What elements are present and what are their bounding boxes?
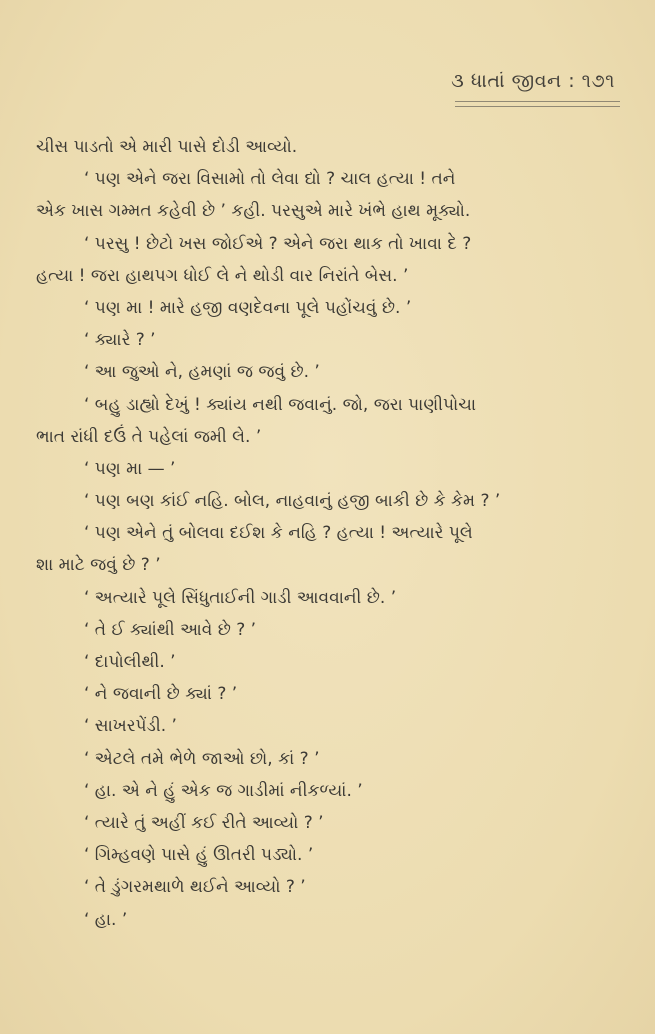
text-line: ‘ પણ મા — ’ [84, 458, 176, 479]
text-line: ‘ પણ એને જરા વિસામો તો લેવા દ્યો ? ચાલ હત્યા ! તને [84, 169, 456, 190]
text-line: ‘ બહુ ડાહ્યો દેખું ! ક્યાંય નથી જવાનું. જો, જરા પાણીપોચા [84, 394, 477, 415]
text-line: ‘ ક્યારે ? ’ [84, 330, 156, 351]
text-line: ‘ પણ એને તું બોલવા દઈશ કે નહિ ? હત્યા ! અત્યારે પૂલે [84, 523, 473, 544]
header-underline [455, 101, 620, 107]
text-line: ચીસ પાડતો એ મારી પાસે દોડી આવ્યો. [36, 137, 298, 157]
text-line: ‘ તે ડુંગરમથાળે થઈને આવ્યો ? ’ [84, 877, 306, 898]
text-line: ‘ દાપોલીથી. ’ [84, 652, 176, 672]
text-line: શા માટે જવું છે ? ’ [36, 555, 161, 576]
text-line: એક ખાસ ગમ્મત કહેવી છે ’ કહી. પરસુએ મારે ખંભે હાથ મૂક્યો. [36, 201, 471, 222]
text-line: ‘ ને જવાની છે ક્યાં ? ’ [84, 684, 238, 705]
text-line: ‘ આ જુઓ ને, હમણાં જ જવું છે. ’ [84, 362, 320, 383]
text-line: ‘ પરસુ ! છેટો ખસ જોઈએ ? એને જરા થાક તો ખાવા દે ? [84, 233, 472, 254]
text-line: ‘ એટલે તમે ભેળે જાઓ છો, કાં ? ’ [84, 748, 320, 769]
text-line: ભાત રાંધી દઉં તે પહેલાં જમી લે. ’ [36, 426, 262, 447]
text-line: ‘ ગિમ્હવણે પાસે હું ઊતરી પડ્યો. ’ [84, 845, 314, 866]
text-line: ‘ પણ બણ કાંઈ નહિ. બોલ, નાહવાનું હજી બાકી છે કે કેમ ? ’ [84, 491, 501, 512]
text-line: ‘ હા. ’ [84, 909, 128, 930]
running-header: ૩ ધાતાં જીવન : ૧૭૧ [451, 70, 615, 92]
page-body [36, 131, 618, 936]
text-line: ‘ હા. એ ને હું એક જ ગાડીમાં નીકળ્યાં. ’ [84, 780, 363, 801]
text-line: ‘ તે ઈ ક્યાંથી આવે છે ? ’ [84, 619, 257, 640]
text-line: ‘ સાખરપેંડી. ’ [84, 716, 177, 737]
text-line: ‘ અત્યારે પૂલે સિંધુતાઈની ગાડી આવવાની છે. ’ [84, 587, 397, 608]
text-line: ‘ પણ મા ! મારે હજી વણદેવના પૂલે પહોંચવું છે. ’ [84, 297, 412, 318]
text-line: ‘ ત્યારે તું અહીં કઈ રીતે આવ્યો ? ’ [84, 812, 324, 833]
text-line: હત્યા ! જરા હાથપગ ધોઈ લે ને થોડી વાર નિરાંતે બેસ. ’ [36, 265, 409, 286]
